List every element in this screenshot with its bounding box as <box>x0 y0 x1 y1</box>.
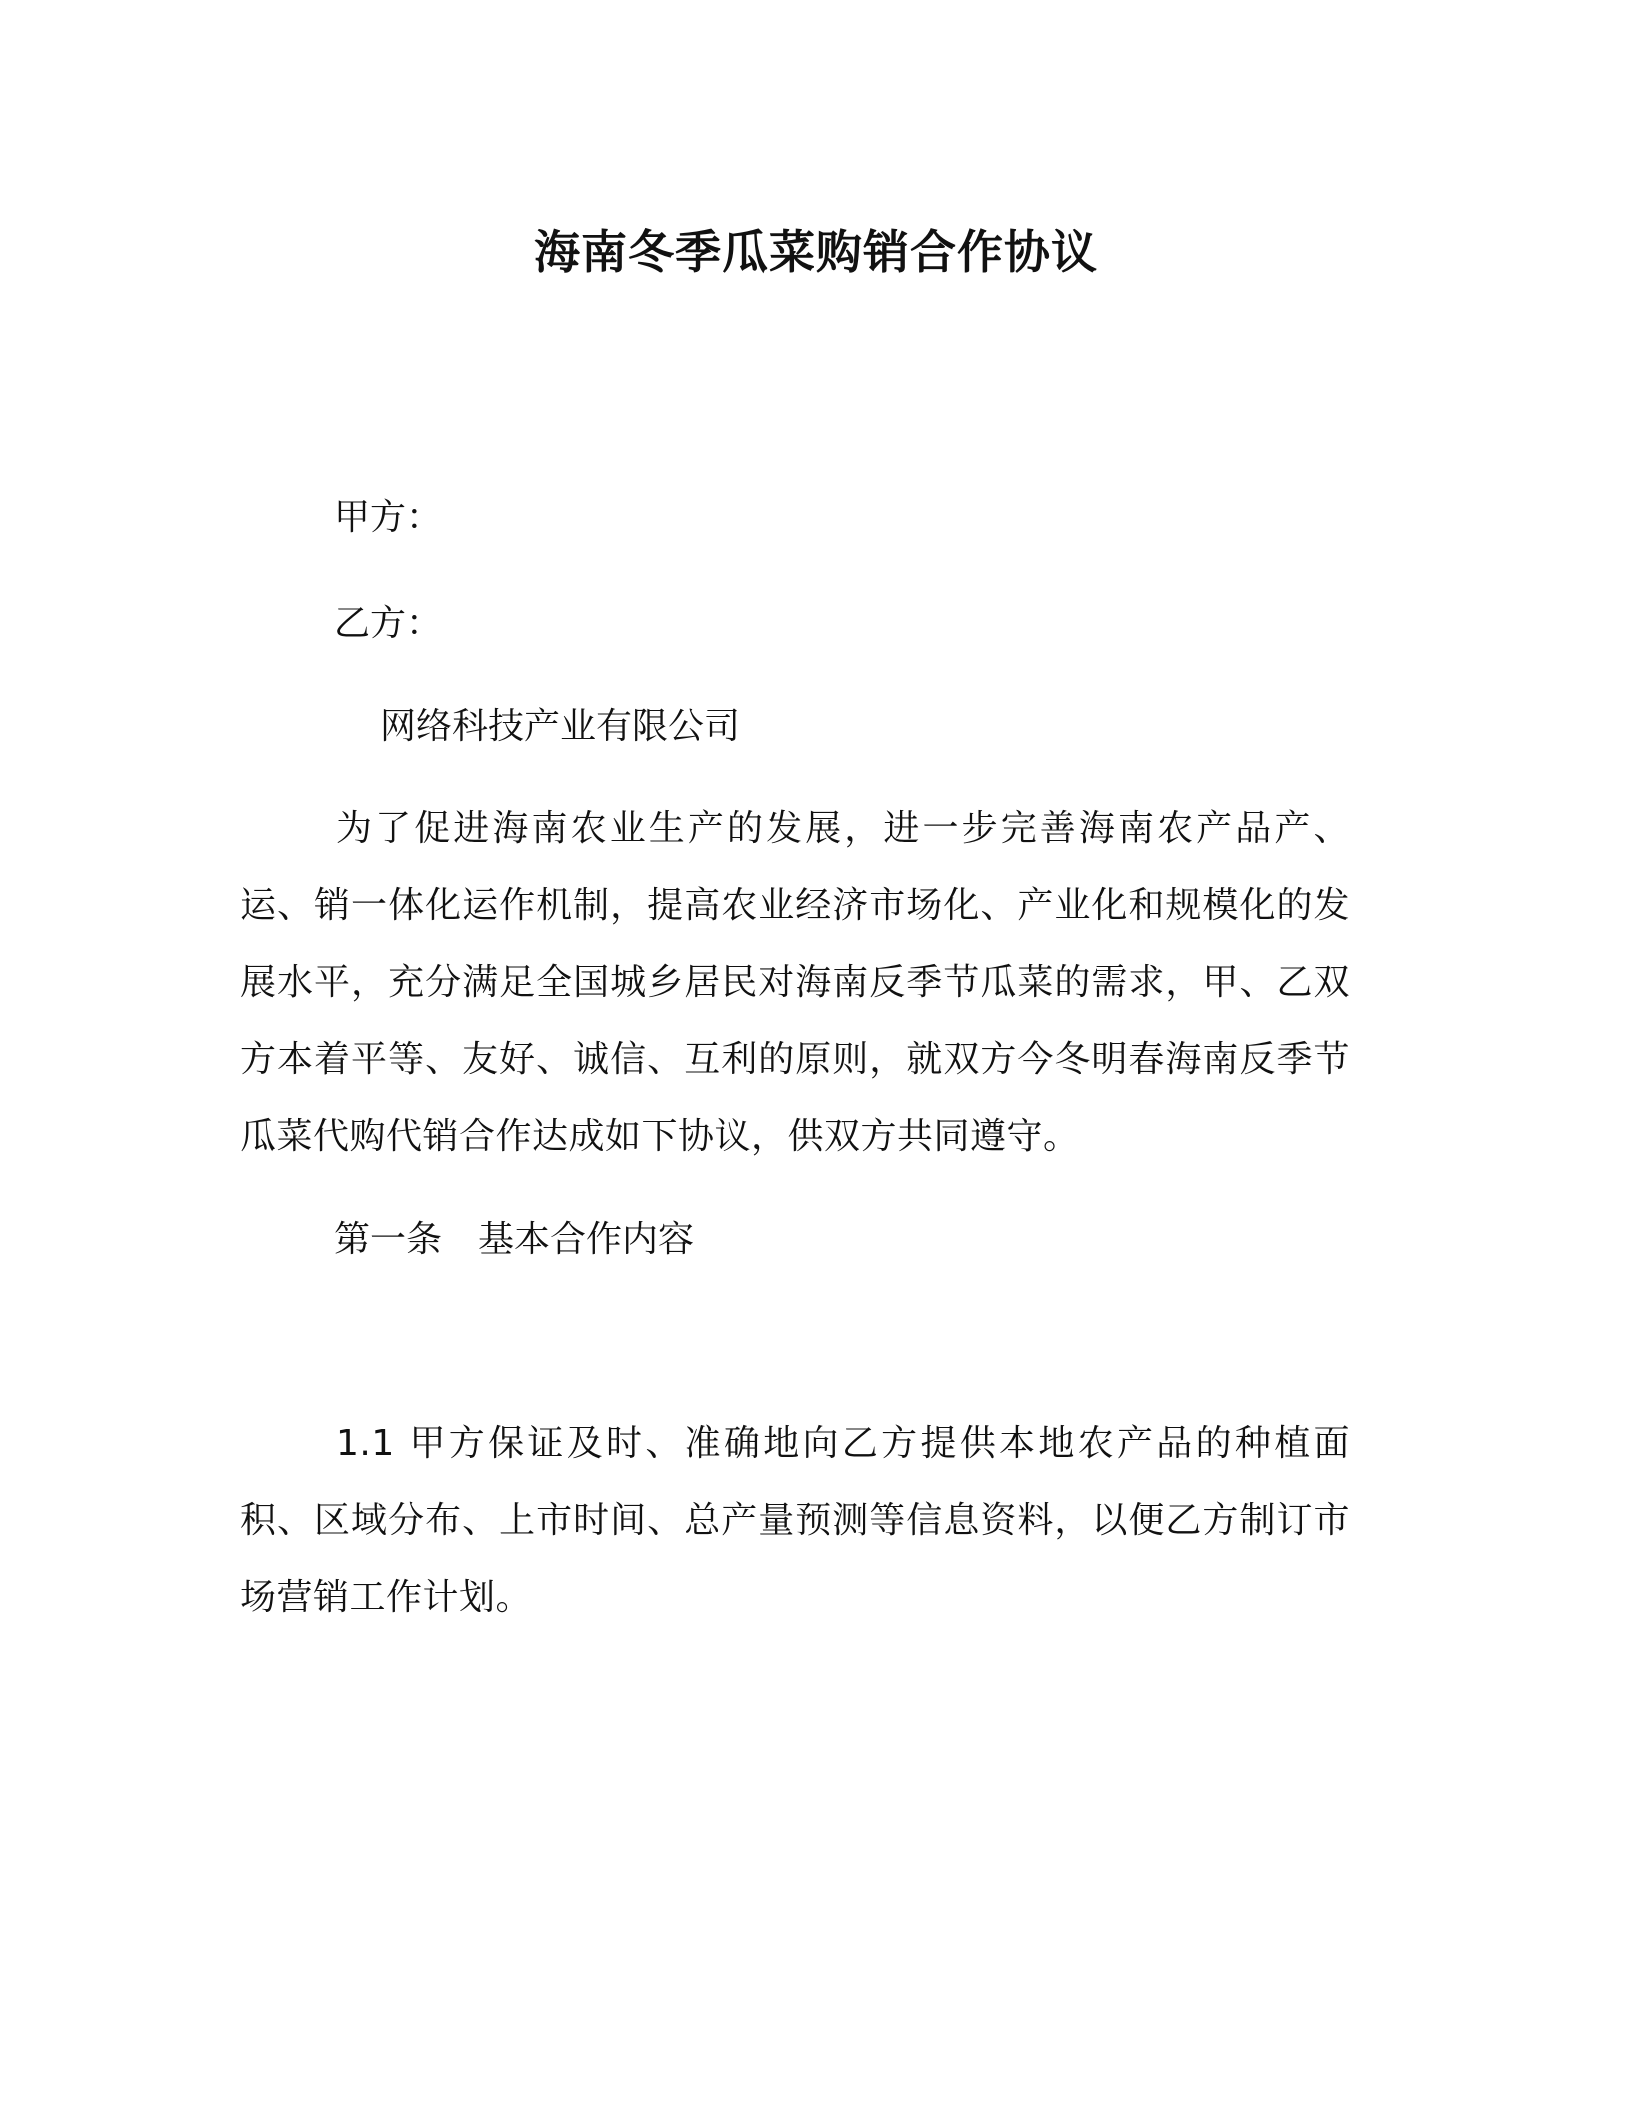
clause-1-1-paragraph: 1.1 甲方保证及时、准确地向乙方提供本地农产品的种植面积、区域分布、上市时间、总产量预测等信息资料，以便乙方制订市场营销工作计划。 <box>240 1423 1350 1618</box>
article-1-heading: 第一条 基本合作内容 <box>334 1219 695 1260</box>
company-name: 网络科技产业有限公司 <box>380 706 741 747</box>
document-title: 海南冬季瓜菜购销合作协议 <box>534 225 1098 279</box>
party-b-label: 乙方： <box>334 603 443 644</box>
party-a-label: 甲方： <box>334 497 443 538</box>
intro-paragraph: 为了促进海南农业生产的发展，进一步完善海南农产品产、运、销一体化运作机制，提高农业经济市场化、产业化和规模化的发展水平，充分满足全国城乡居民对海南反季节瓜菜的需求，甲、乙双方本着平等、友好、诚信、互利的原则，就双方今冬明春海南反季节瓜菜代购代销合作达成如下协议，供双方共同遵守。 <box>240 808 1350 1157</box>
